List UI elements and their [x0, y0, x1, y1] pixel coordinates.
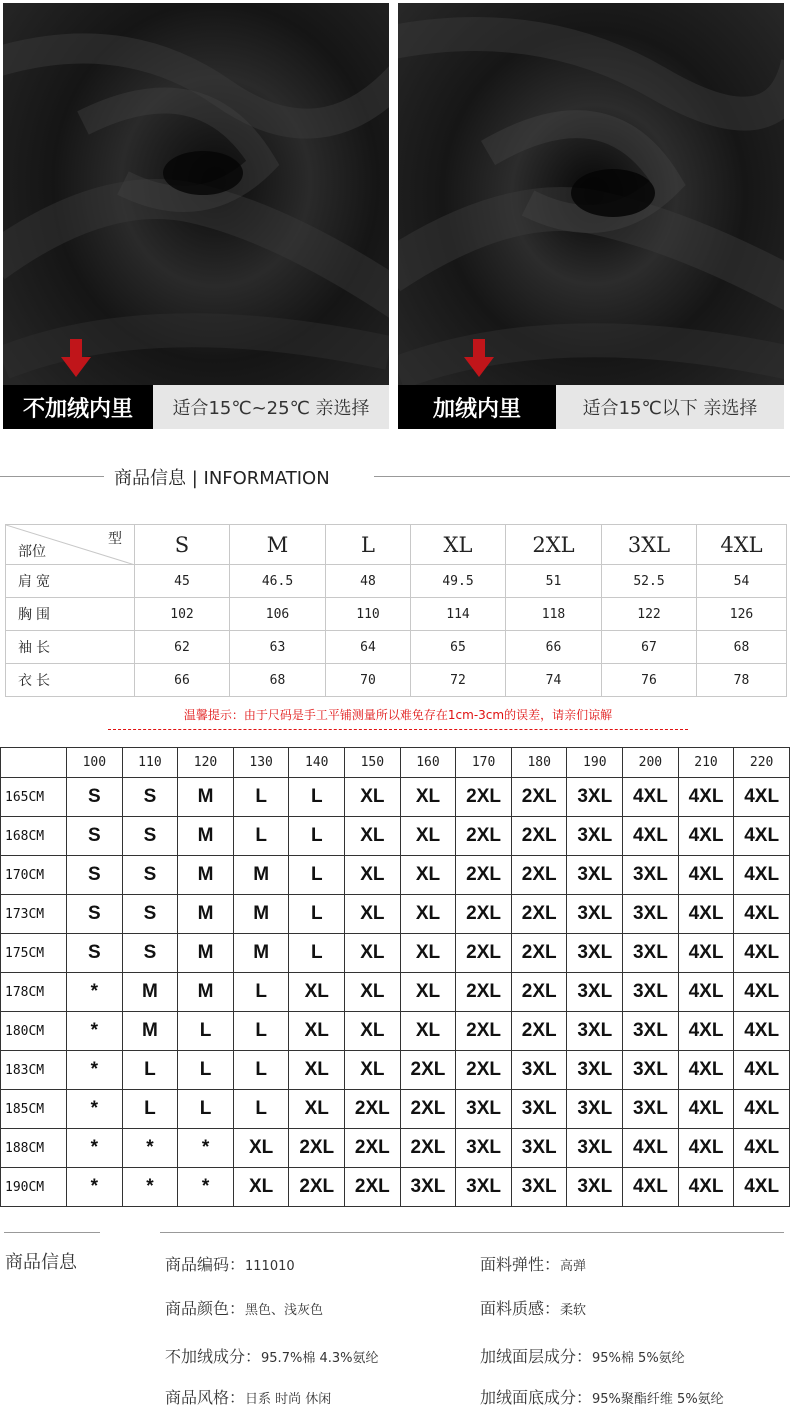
section-header: [0, 464, 790, 488]
recommended-size: 3XL: [623, 1051, 679, 1090]
recommended-size: L: [289, 856, 345, 895]
recommended-size: 4XL: [678, 856, 734, 895]
info-key: 加绒面层成分：: [480, 1347, 593, 1366]
recommended-size: XL: [345, 1051, 401, 1090]
recommended-size: 3XL: [567, 895, 623, 934]
recommended-size: 3XL: [456, 1090, 512, 1129]
height-label: 170CM: [1, 856, 67, 895]
info-key: 商品颜色：: [165, 1299, 246, 1318]
size-measurement-table: [5, 524, 787, 697]
recommended-size: 3XL: [511, 1090, 567, 1129]
recommended-size: XL: [400, 973, 456, 1012]
recommended-size: XL: [289, 1090, 345, 1129]
recommended-size: 2XL: [289, 1129, 345, 1168]
height-row: [1, 1012, 790, 1051]
recommended-size: 2XL: [345, 1090, 401, 1129]
recommended-size: 4XL: [678, 934, 734, 973]
measurement-value: 63: [230, 631, 326, 664]
recommended-size: 2XL: [456, 1012, 512, 1051]
height-label: 168CM: [1, 817, 67, 856]
measurement-value: 65: [411, 631, 506, 664]
weight-header: 180: [511, 748, 567, 778]
info-value: 95%棉 5%氨纶: [592, 1351, 685, 1366]
divider: [4, 1232, 100, 1233]
info-fleece-surface-composition: [480, 1344, 685, 1367]
measurement-value: 62: [135, 631, 230, 664]
recommended-size: 3XL: [567, 1129, 623, 1168]
measurement-label: 衣长: [6, 664, 135, 697]
recommended-size: 3XL: [400, 1168, 456, 1207]
fabric-temperature-desc: 适合15℃~25℃ 亲选择: [153, 385, 389, 429]
fabric-label-bar: [398, 385, 784, 429]
weight-header: 200: [623, 748, 679, 778]
measurement-label: 袖长: [6, 631, 135, 664]
corner-label-part: 部位: [18, 544, 46, 560]
recommended-size: 4XL: [678, 1012, 734, 1051]
recommended-size: 2XL: [511, 778, 567, 817]
info-key: 面料弹性：: [480, 1255, 561, 1274]
info-colors: [165, 1296, 323, 1319]
weight-header: 160: [400, 748, 456, 778]
recommended-size: L: [122, 1090, 178, 1129]
recommended-size: 4XL: [734, 895, 790, 934]
recommended-size: 3XL: [511, 1168, 567, 1207]
recommended-size: 3XL: [567, 1012, 623, 1051]
recommended-size: L: [233, 1090, 289, 1129]
measurement-notice: 温馨提示：由于尺码是手工平铺测量所以难免存在1cm-3cm的误差，请亲们谅解: [108, 706, 688, 730]
recommended-size: 4XL: [678, 778, 734, 817]
recommended-size: 3XL: [456, 1168, 512, 1207]
recommended-size: 4XL: [734, 856, 790, 895]
info-key: 商品风格：: [165, 1388, 246, 1407]
height-label: 190CM: [1, 1168, 67, 1207]
measurement-value: 45: [135, 565, 230, 598]
fabric-panel-no-fleece: [3, 3, 389, 429]
weight-header: 120: [178, 748, 234, 778]
recommended-size: S: [122, 856, 178, 895]
recommended-size: 3XL: [623, 973, 679, 1012]
recommended-size: 4XL: [623, 817, 679, 856]
corner-cell: [1, 748, 67, 778]
info-value: 高弹: [560, 1259, 587, 1274]
recommended-size: *: [122, 1168, 178, 1207]
info-key: 不加绒成分：: [165, 1347, 262, 1366]
measurement-value: 118: [506, 598, 602, 631]
recommended-size: *: [122, 1129, 178, 1168]
recommended-size: XL: [289, 973, 345, 1012]
recommended-size: 2XL: [511, 856, 567, 895]
recommended-size: *: [67, 1129, 123, 1168]
recommended-size: M: [178, 934, 234, 973]
measurement-value: 66: [506, 631, 602, 664]
recommended-size: 2XL: [456, 934, 512, 973]
recommended-size: L: [233, 778, 289, 817]
recommended-size: 2XL: [400, 1051, 456, 1090]
size-header: 3XL: [602, 525, 697, 565]
measurement-value: 67: [602, 631, 697, 664]
measurement-value: 122: [602, 598, 697, 631]
fabric-swirl-image: [398, 3, 784, 429]
info-texture: [480, 1296, 586, 1319]
recommended-size: L: [178, 1090, 234, 1129]
recommended-size: L: [289, 817, 345, 856]
weight-header: 170: [456, 748, 512, 778]
measurement-value: 46.5: [230, 565, 326, 598]
recommended-size: 4XL: [734, 1129, 790, 1168]
info-value: 黑色、浅灰色: [245, 1303, 324, 1318]
height-label: 188CM: [1, 1129, 67, 1168]
recommended-size: 3XL: [456, 1129, 512, 1168]
recommended-size: *: [178, 1129, 234, 1168]
info-style: [165, 1385, 331, 1408]
recommended-size: XL: [289, 1012, 345, 1051]
recommended-size: 2XL: [289, 1168, 345, 1207]
recommended-size: M: [233, 856, 289, 895]
recommended-size: 3XL: [623, 895, 679, 934]
recommended-size: 2XL: [456, 895, 512, 934]
height-label: 178CM: [1, 973, 67, 1012]
divider: [160, 1232, 784, 1233]
recommended-size: 4XL: [678, 973, 734, 1012]
recommended-size: *: [67, 973, 123, 1012]
recommended-size: M: [122, 973, 178, 1012]
info-fleece-base-composition: [480, 1385, 724, 1408]
recommended-size: 4XL: [734, 973, 790, 1012]
recommended-size: 2XL: [456, 817, 512, 856]
measurement-value: 114: [411, 598, 506, 631]
recommended-size: 4XL: [734, 1090, 790, 1129]
recommended-size: M: [233, 934, 289, 973]
info-elasticity: [480, 1252, 586, 1275]
fabric-label-bar: [3, 385, 389, 429]
measurement-value: 49.5: [411, 565, 506, 598]
recommended-size: XL: [233, 1129, 289, 1168]
recommended-size: L: [233, 1012, 289, 1051]
corner-label-size: 型: [108, 531, 122, 547]
height-row: [1, 934, 790, 973]
height-label: 173CM: [1, 895, 67, 934]
size-header: 2XL: [506, 525, 602, 565]
recommended-size: 3XL: [511, 1129, 567, 1168]
recommended-size: L: [233, 817, 289, 856]
measurement-value: 102: [135, 598, 230, 631]
measurement-value: 110: [326, 598, 411, 631]
recommended-size: L: [178, 1012, 234, 1051]
recommended-size: 4XL: [678, 817, 734, 856]
recommended-size: M: [178, 856, 234, 895]
recommended-size: *: [178, 1168, 234, 1207]
recommended-size: M: [178, 817, 234, 856]
info-key: 面料质感：: [480, 1299, 561, 1318]
info-value: 95.7%棉 4.3%氨纶: [261, 1351, 379, 1366]
recommended-size: L: [178, 1051, 234, 1090]
size-recommendation-table: [0, 747, 790, 1207]
weight-header: 110: [122, 748, 178, 778]
weight-header: 210: [678, 748, 734, 778]
recommended-size: L: [289, 934, 345, 973]
measurement-value: 74: [506, 664, 602, 697]
measurement-value: 126: [697, 598, 787, 631]
recommended-size: 2XL: [456, 856, 512, 895]
height-label: 175CM: [1, 934, 67, 973]
recommended-size: 3XL: [511, 1051, 567, 1090]
measurement-value: 51: [506, 565, 602, 598]
recommended-size: S: [122, 778, 178, 817]
measurement-row: [6, 598, 787, 631]
recommended-size: 4XL: [678, 1129, 734, 1168]
height-label: 185CM: [1, 1090, 67, 1129]
recommended-size: 3XL: [623, 1012, 679, 1051]
fabric-panel-fleece: [398, 3, 784, 429]
recommended-size: L: [233, 973, 289, 1012]
recommended-size: *: [67, 1168, 123, 1207]
weight-header: 220: [734, 748, 790, 778]
recommended-size: XL: [400, 817, 456, 856]
recommended-size: 3XL: [567, 856, 623, 895]
weight-header-row: [1, 748, 790, 778]
section-title: 商品信息 | INFORMATION: [114, 468, 330, 489]
info-value: 柔软: [560, 1303, 587, 1318]
recommended-size: XL: [345, 973, 401, 1012]
recommended-size: XL: [400, 856, 456, 895]
recommended-size: S: [67, 895, 123, 934]
recommended-size: 3XL: [623, 856, 679, 895]
recommended-size: L: [122, 1051, 178, 1090]
recommended-size: 3XL: [567, 817, 623, 856]
height-row: [1, 973, 790, 1012]
info-value: 111010: [245, 1259, 295, 1274]
height-row: [1, 1168, 790, 1207]
recommended-size: 4XL: [623, 778, 679, 817]
fabric-temperature-desc: 适合15℃以下 亲选择: [556, 385, 784, 429]
recommended-size: 2XL: [456, 778, 512, 817]
recommended-size: 4XL: [678, 895, 734, 934]
recommended-size: 4XL: [678, 1051, 734, 1090]
recommended-size: 2XL: [400, 1090, 456, 1129]
recommended-size: 4XL: [734, 1168, 790, 1207]
recommended-size: S: [122, 895, 178, 934]
recommended-size: L: [289, 778, 345, 817]
height-row: [1, 778, 790, 817]
height-row: [1, 1129, 790, 1168]
recommended-size: 4XL: [734, 778, 790, 817]
recommended-size: 4XL: [734, 817, 790, 856]
recommended-size: 2XL: [511, 817, 567, 856]
divider: [374, 476, 790, 477]
divider: [0, 476, 104, 477]
measurement-value: 54: [697, 565, 787, 598]
recommended-size: 2XL: [345, 1129, 401, 1168]
recommended-size: 2XL: [345, 1168, 401, 1207]
recommended-size: 4XL: [678, 1090, 734, 1129]
recommended-size: XL: [400, 1012, 456, 1051]
measurement-value: 64: [326, 631, 411, 664]
measurement-value: 52.5: [602, 565, 697, 598]
size-header-row: [6, 525, 787, 565]
recommended-size: 2XL: [511, 895, 567, 934]
measurement-value: 48: [326, 565, 411, 598]
recommended-size: 2XL: [456, 1051, 512, 1090]
recommended-size: XL: [400, 895, 456, 934]
recommended-size: M: [122, 1012, 178, 1051]
height-row: [1, 817, 790, 856]
measurement-value: 76: [602, 664, 697, 697]
measurement-label: 胸围: [6, 598, 135, 631]
recommended-size: XL: [289, 1051, 345, 1090]
recommended-size: 4XL: [623, 1168, 679, 1207]
measurement-row: [6, 664, 787, 697]
recommended-size: M: [178, 973, 234, 1012]
recommended-size: 3XL: [567, 1090, 623, 1129]
weight-header: 100: [67, 748, 123, 778]
height-label: 183CM: [1, 1051, 67, 1090]
info-product-code: [165, 1252, 295, 1275]
recommended-size: 2XL: [456, 973, 512, 1012]
recommended-size: S: [67, 934, 123, 973]
measurement-label: 肩宽: [6, 565, 135, 598]
measurement-value: 72: [411, 664, 506, 697]
corner-cell: [6, 525, 135, 565]
measurement-value: 78: [697, 664, 787, 697]
recommended-size: S: [67, 817, 123, 856]
size-header: 4XL: [697, 525, 787, 565]
down-arrow-icon: [61, 339, 91, 377]
product-info-title: 商品信息: [5, 1252, 77, 1273]
recommended-size: S: [122, 934, 178, 973]
recommended-size: 4XL: [734, 934, 790, 973]
recommended-size: 4XL: [678, 1168, 734, 1207]
recommended-size: XL: [400, 934, 456, 973]
size-header: S: [135, 525, 230, 565]
height-row: [1, 1051, 790, 1090]
recommended-size: XL: [345, 934, 401, 973]
recommended-size: 2XL: [511, 1012, 567, 1051]
info-value: 95%聚酯纤维 5%氨纶: [592, 1392, 724, 1407]
recommended-size: S: [122, 817, 178, 856]
recommended-size: XL: [345, 817, 401, 856]
recommended-size: XL: [345, 1012, 401, 1051]
recommended-size: 4XL: [734, 1012, 790, 1051]
recommended-size: XL: [400, 778, 456, 817]
measurement-value: 106: [230, 598, 326, 631]
size-header: XL: [411, 525, 506, 565]
measurement-value: 70: [326, 664, 411, 697]
height-row: [1, 895, 790, 934]
recommended-size: XL: [345, 778, 401, 817]
measurement-value: 68: [230, 664, 326, 697]
recommended-size: 2XL: [511, 934, 567, 973]
recommended-size: XL: [345, 895, 401, 934]
height-row: [1, 1090, 790, 1129]
info-key: 商品编码：: [165, 1255, 246, 1274]
recommended-size: 4XL: [623, 1129, 679, 1168]
height-label: 165CM: [1, 778, 67, 817]
recommended-size: 2XL: [400, 1129, 456, 1168]
recommended-size: *: [67, 1012, 123, 1051]
height-row: [1, 856, 790, 895]
info-no-fleece-composition: [165, 1344, 378, 1367]
recommended-size: 3XL: [567, 934, 623, 973]
size-header: L: [326, 525, 411, 565]
weight-header: 140: [289, 748, 345, 778]
recommended-size: *: [67, 1090, 123, 1129]
recommended-size: 4XL: [734, 1051, 790, 1090]
recommended-size: S: [67, 856, 123, 895]
size-header: M: [230, 525, 326, 565]
info-value: 日系 时尚 休闲: [245, 1392, 332, 1407]
recommended-size: M: [178, 895, 234, 934]
recommended-size: S: [67, 778, 123, 817]
fabric-label: 不加绒内里: [3, 385, 153, 429]
recommended-size: XL: [233, 1168, 289, 1207]
down-arrow-icon: [464, 339, 494, 377]
recommended-size: M: [178, 778, 234, 817]
measurement-value: 66: [135, 664, 230, 697]
fabric-label: 加绒内里: [398, 385, 556, 429]
recommended-size: 3XL: [567, 778, 623, 817]
recommended-size: L: [289, 895, 345, 934]
recommended-size: XL: [345, 856, 401, 895]
recommended-size: *: [67, 1051, 123, 1090]
info-key: 加绒面底成分：: [480, 1388, 593, 1407]
recommended-size: M: [233, 895, 289, 934]
recommended-size: 3XL: [567, 1168, 623, 1207]
recommended-size: 3XL: [623, 1090, 679, 1129]
weight-header: 150: [345, 748, 401, 778]
weight-header: 190: [567, 748, 623, 778]
measurement-row: [6, 565, 787, 598]
height-label: 180CM: [1, 1012, 67, 1051]
recommended-size: 2XL: [511, 973, 567, 1012]
recommended-size: 3XL: [623, 934, 679, 973]
recommended-size: L: [233, 1051, 289, 1090]
recommended-size: 3XL: [567, 973, 623, 1012]
recommended-size: 3XL: [567, 1051, 623, 1090]
measurement-row: [6, 631, 787, 664]
weight-header: 130: [233, 748, 289, 778]
measurement-value: 68: [697, 631, 787, 664]
